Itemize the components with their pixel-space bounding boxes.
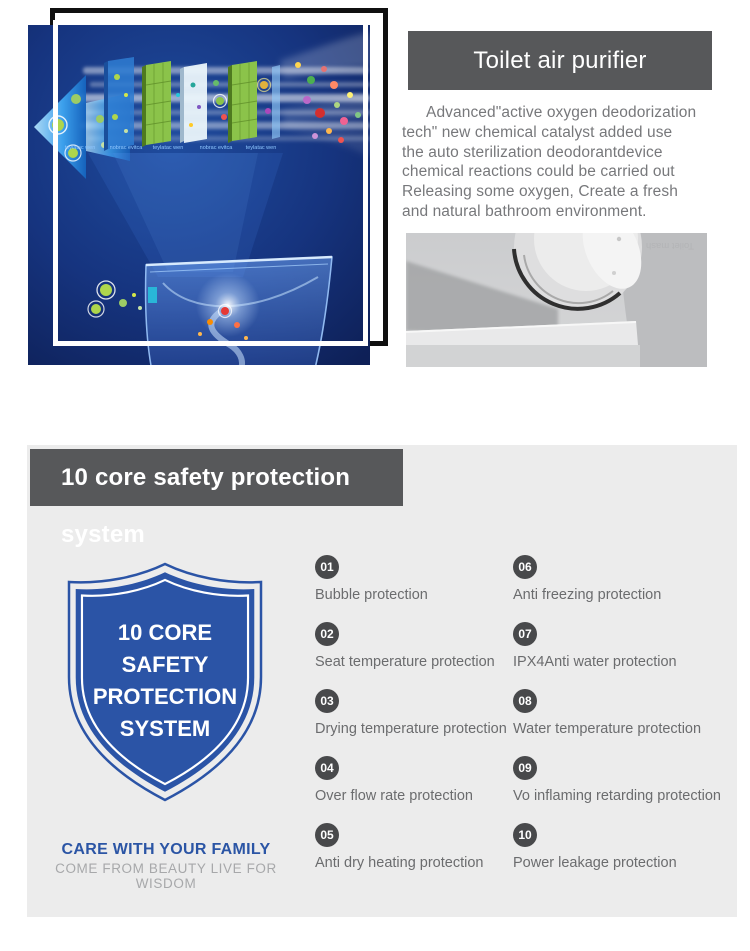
filter-label: teylatac wen (245, 145, 277, 151)
feature-item (513, 823, 728, 871)
feature-item (315, 756, 505, 804)
feature-number-badge: 07 (513, 622, 537, 646)
shield-text-line: SYSTEM (119, 716, 211, 741)
feature-item (513, 689, 728, 737)
feature-item (315, 555, 505, 603)
shield-text-line: 10 CORE (117, 620, 213, 645)
feature-label: Over flow rate protection (315, 788, 473, 804)
feature-label: Vo inflaming retarding protection (513, 788, 721, 804)
feature-number-badge: 10 (513, 823, 537, 847)
section-title-banner-bottom: 10 core safety protection system (30, 449, 403, 506)
features-column-left (315, 555, 505, 890)
section-title-banner-top: Toilet air purifier (408, 31, 712, 90)
caption-secondary: COME FROM BEAUTY LIVE FOR WISDOM (55, 861, 277, 891)
feature-label: Anti dry heating protection (315, 855, 484, 871)
paragraph-line: and natural bathroom environment. (402, 202, 647, 220)
feature-number-badge: 06 (513, 555, 537, 579)
feature-number-badge: 04 (315, 756, 339, 780)
caption-primary: CARE WITH YOUR FAMILY (61, 841, 271, 858)
shield-svg (58, 561, 273, 807)
shelf-front (406, 345, 640, 367)
feature-label: Drying temperature protection (315, 721, 507, 737)
description-paragraph (402, 103, 716, 222)
paragraph-line: chemical reactions could be carried out (402, 163, 675, 181)
paragraph-line: tech" new chemical catalyst added use (402, 123, 673, 141)
safety-section (27, 445, 737, 917)
feature-item (315, 689, 505, 737)
photo-watermark: Toilet mash (645, 240, 695, 251)
feature-label: Power leakage protection (513, 855, 677, 871)
shield-text-line: PROTECTION (92, 684, 238, 709)
product-photo-svg (406, 233, 707, 367)
feature-number-badge: 03 (315, 689, 339, 713)
feature-label: Anti freezing protection (513, 587, 662, 603)
feature-item (513, 555, 728, 603)
feature-number-badge: 08 (513, 689, 537, 713)
feature-label: IPX4Anti water protection (513, 654, 677, 670)
filter-label: nobrac evitca (109, 145, 143, 151)
filter-label: nobrac evitca (199, 145, 233, 151)
feature-label: Water temperature protection (513, 721, 702, 737)
feature-label: Seat temperature protection (315, 654, 495, 670)
shield-text-line: SAFETY (121, 652, 209, 677)
feature-number-badge: 02 (315, 622, 339, 646)
decor-white-frame (53, 20, 368, 346)
paragraph-line: the auto sterilization deodorantdevice (402, 143, 663, 161)
feature-label: Bubble protection (315, 587, 428, 603)
feature-item (513, 622, 728, 670)
feature-item (315, 622, 505, 670)
paragraph-line: Releasing some oxygen, Create a fresh (402, 183, 678, 201)
safety-shield-badge (58, 561, 273, 807)
filter-label: teylatac wen (152, 145, 184, 151)
shield-body (76, 572, 255, 791)
feature-number-badge: 09 (513, 756, 537, 780)
feature-item (315, 823, 505, 871)
product-photo (406, 233, 707, 367)
feature-number-badge: 05 (315, 823, 339, 847)
paragraph-line: Advanced"active oxygen deodorization (426, 104, 697, 121)
feature-number-badge: 01 (315, 555, 339, 579)
features-column-right (513, 555, 728, 890)
feature-item (513, 756, 728, 804)
filter-label: teylatac wen (64, 145, 96, 151)
